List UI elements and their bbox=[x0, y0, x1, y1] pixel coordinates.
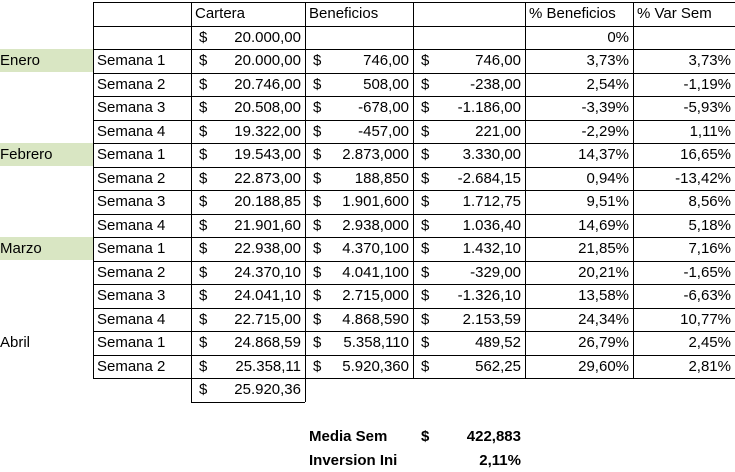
diferencia-cell[interactable] bbox=[413, 261, 525, 284]
final-cartera[interactable] bbox=[191, 378, 305, 401]
week-label[interactable]: Semana 1 bbox=[97, 146, 166, 163]
diferencia-cell-value: 2.153,59 bbox=[462, 310, 521, 328]
pct-var-sem-cell[interactable]: -1,19% bbox=[683, 75, 731, 93]
currency-symbol: $ bbox=[199, 193, 208, 210]
currency-symbol: $ bbox=[313, 310, 322, 328]
beneficios-cell-value: 4.370,100 bbox=[342, 240, 409, 257]
pct-var-sem-cell[interactable]: -6,63% bbox=[683, 287, 731, 304]
currency-symbol: $ bbox=[313, 169, 322, 187]
pct-var-sem-cell[interactable]: -13,42% bbox=[675, 169, 731, 187]
beneficios-cell[interactable] bbox=[305, 331, 413, 354]
cartera-cell-value: 22.873,00 bbox=[234, 169, 301, 187]
pct-beneficios-cell[interactable]: 20,21% bbox=[578, 263, 629, 281]
beneficios-cell[interactable] bbox=[305, 120, 413, 143]
week-label[interactable]: Semana 3 bbox=[97, 287, 166, 304]
pct-var-sem-cell[interactable]: 7,16% bbox=[688, 240, 731, 257]
week-label[interactable]: Semana 3 bbox=[97, 99, 166, 116]
currency-symbol: $ bbox=[199, 381, 208, 398]
pct-beneficios-cell[interactable]: 26,79% bbox=[578, 334, 629, 351]
month-label[interactable]: Abril bbox=[0, 334, 31, 351]
initial-cartera[interactable] bbox=[191, 26, 305, 49]
grid-line-h bbox=[93, 378, 735, 379]
pct-var-sem-cell[interactable]: 8,56% bbox=[688, 193, 731, 210]
week-label[interactable]: Semana 1 bbox=[97, 334, 166, 351]
diferencia-cell-value: -2.684,15 bbox=[457, 169, 521, 187]
cartera-cell-value: 24.868,59 bbox=[234, 334, 301, 351]
currency-symbol: $ bbox=[421, 146, 430, 163]
currency-symbol: $ bbox=[313, 193, 322, 210]
diferencia-cell-value: -329,00 bbox=[470, 263, 521, 281]
beneficios-cell[interactable] bbox=[305, 308, 413, 331]
beneficios-cell-value: -678,00 bbox=[358, 99, 409, 116]
currency-symbol: $ bbox=[199, 146, 208, 163]
diferencia-cell-value: 3.330,00 bbox=[462, 146, 521, 163]
beneficios-cell[interactable] bbox=[305, 237, 413, 260]
media-sem-label[interactable]: Media Sem bbox=[309, 428, 388, 445]
diferencia-cell[interactable] bbox=[413, 237, 525, 260]
grid-line-v bbox=[305, 378, 306, 402]
pct-var-sem-cell[interactable]: 5,18% bbox=[688, 216, 731, 234]
week-label[interactable]: Semana 1 bbox=[97, 240, 166, 257]
cartera-cell[interactable] bbox=[191, 237, 305, 260]
week-label[interactable]: Semana 4 bbox=[97, 216, 166, 234]
week-label[interactable]: Semana 2 bbox=[97, 169, 166, 187]
currency-symbol: $ bbox=[199, 99, 208, 116]
inversion-ini-label[interactable]: Inversion Ini bbox=[309, 451, 398, 469]
currency-symbol: $ bbox=[199, 287, 208, 304]
diferencia-cell-value: 746,00 bbox=[475, 52, 521, 69]
cartera-cell[interactable] bbox=[191, 214, 305, 237]
diferencia-cell-value: -1.186,00 bbox=[457, 99, 521, 116]
currency-symbol: $ bbox=[421, 216, 430, 234]
week-label[interactable]: Semana 3 bbox=[97, 193, 166, 210]
currency-symbol: $ bbox=[199, 216, 208, 234]
currency-symbol: $ bbox=[313, 357, 322, 375]
currency-symbol: $ bbox=[421, 240, 430, 257]
week-label[interactable]: Semana 1 bbox=[97, 52, 166, 69]
cartera-cell-value: 20.000,00 bbox=[234, 52, 301, 69]
diferencia-cell[interactable] bbox=[413, 96, 525, 119]
cartera-cell[interactable] bbox=[191, 331, 305, 354]
cartera-cell-value: 20.746,00 bbox=[234, 75, 301, 93]
beneficios-cell[interactable] bbox=[305, 167, 413, 190]
pct-var-sem-cell[interactable]: 2,81% bbox=[688, 357, 731, 375]
diferencia-cell[interactable] bbox=[413, 120, 525, 143]
diferencia-cell[interactable] bbox=[413, 331, 525, 354]
inversion-ini-value[interactable]: 2,11% bbox=[479, 451, 521, 469]
cartera-cell-value: 24.041,10 bbox=[234, 287, 301, 304]
currency-symbol: $ bbox=[313, 334, 322, 351]
beneficios-cell-value: 2.873,000 bbox=[342, 146, 409, 163]
cartera-cell-value: 19.322,00 bbox=[234, 122, 301, 140]
cartera-cell-value: 19.543,00 bbox=[234, 146, 301, 163]
beneficios-cell[interactable] bbox=[305, 214, 413, 237]
initial-cartera-value: 20.000,00 bbox=[234, 28, 301, 46]
cartera-cell[interactable] bbox=[191, 284, 305, 307]
pct-beneficios-cell[interactable]: 14,69% bbox=[578, 216, 629, 234]
beneficios-cell-value: 508,00 bbox=[363, 75, 409, 93]
cartera-cell[interactable] bbox=[191, 167, 305, 190]
currency-symbol: $ bbox=[421, 169, 430, 187]
currency-symbol: $ bbox=[421, 310, 430, 328]
beneficios-cell-value: 2.938,000 bbox=[342, 216, 409, 234]
header-pct-var-sem[interactable]: % Var Sem bbox=[637, 5, 712, 22]
pct-beneficios-cell[interactable]: 3,73% bbox=[586, 52, 629, 69]
cartera-cell[interactable] bbox=[191, 261, 305, 284]
initial-pct-beneficios[interactable]: 0% bbox=[607, 28, 629, 46]
diferencia-cell[interactable] bbox=[413, 49, 525, 72]
currency-symbol: $ bbox=[313, 75, 322, 93]
cartera-cell[interactable] bbox=[191, 49, 305, 72]
pct-var-sem-cell[interactable]: 3,73% bbox=[688, 52, 731, 69]
cartera-cell[interactable] bbox=[191, 120, 305, 143]
header-cartera[interactable]: Cartera bbox=[195, 5, 246, 22]
month-label[interactable]: Febrero bbox=[0, 143, 93, 166]
currency-symbol: $ bbox=[199, 28, 208, 46]
currency-symbol: $ bbox=[421, 193, 430, 210]
pct-var-sem-cell[interactable]: 16,65% bbox=[680, 146, 731, 163]
beneficios-cell[interactable] bbox=[305, 73, 413, 96]
currency-symbol: $ bbox=[421, 357, 430, 375]
diferencia-cell[interactable] bbox=[413, 73, 525, 96]
beneficios-cell-value: -457,00 bbox=[358, 122, 409, 140]
diferencia-cell-value: 1.712,75 bbox=[462, 193, 521, 210]
currency-symbol: $ bbox=[421, 263, 430, 281]
currency-symbol: $ bbox=[421, 334, 430, 351]
beneficios-cell[interactable] bbox=[305, 261, 413, 284]
beneficios-cell[interactable] bbox=[305, 96, 413, 119]
currency-symbol: $ bbox=[313, 287, 322, 304]
currency-symbol: $ bbox=[199, 334, 208, 351]
cartera-cell-value: 22.715,00 bbox=[234, 310, 301, 328]
cartera-cell[interactable] bbox=[191, 308, 305, 331]
pct-var-sem-cell[interactable]: -1,65% bbox=[683, 263, 731, 281]
week-label[interactable]: Semana 2 bbox=[97, 263, 166, 281]
pct-var-sem-cell[interactable]: 1,11% bbox=[689, 122, 731, 140]
currency-symbol: $ bbox=[421, 122, 430, 140]
currency-symbol: $ bbox=[421, 99, 430, 116]
currency-symbol: $ bbox=[421, 75, 430, 93]
diferencia-cell-value: 489,52 bbox=[475, 334, 521, 351]
pct-beneficios-cell[interactable]: 13,58% bbox=[578, 287, 629, 304]
beneficios-cell[interactable] bbox=[305, 355, 413, 378]
beneficios-cell[interactable] bbox=[305, 143, 413, 166]
diferencia-cell-value: 221,00 bbox=[475, 122, 521, 140]
diferencia-cell[interactable] bbox=[413, 355, 525, 378]
cartera-cell[interactable] bbox=[191, 96, 305, 119]
pct-beneficios-cell[interactable]: 14,37% bbox=[578, 146, 629, 163]
media-sem-cell[interactable] bbox=[413, 425, 525, 448]
currency-symbol: $ bbox=[199, 122, 208, 140]
currency-symbol: $ bbox=[421, 428, 430, 445]
header-beneficios[interactable]: Beneficios bbox=[309, 5, 379, 22]
cartera-cell[interactable] bbox=[191, 355, 305, 378]
diferencia-cell[interactable] bbox=[413, 284, 525, 307]
currency-symbol: $ bbox=[199, 169, 208, 187]
cartera-cell-value: 24.370,10 bbox=[234, 263, 301, 281]
currency-symbol: $ bbox=[421, 52, 430, 69]
cartera-cell-value: 20.188,85 bbox=[234, 193, 301, 210]
beneficios-cell[interactable] bbox=[305, 190, 413, 213]
grid-line-h bbox=[93, 26, 735, 27]
cartera-cell[interactable] bbox=[191, 190, 305, 213]
week-label[interactable]: Semana 2 bbox=[97, 75, 166, 93]
currency-symbol: $ bbox=[313, 99, 322, 116]
diferencia-cell-value: 1.432,10 bbox=[462, 240, 521, 257]
beneficios-cell[interactable] bbox=[305, 284, 413, 307]
beneficios-cell-value: 2.715,000 bbox=[342, 287, 409, 304]
cartera-cell-value: 22.938,00 bbox=[234, 240, 301, 257]
pct-beneficios-cell[interactable]: 29,60% bbox=[578, 357, 629, 375]
diferencia-cell-value: 562,25 bbox=[475, 357, 521, 375]
beneficios-cell-value: 4.868,590 bbox=[342, 310, 409, 328]
pct-var-sem-cell[interactable]: -5,93% bbox=[683, 99, 731, 116]
grid-line-h bbox=[191, 402, 305, 403]
currency-symbol: $ bbox=[421, 287, 430, 304]
diferencia-cell[interactable] bbox=[413, 190, 525, 213]
beneficios-cell-value: 5.920,360 bbox=[342, 357, 409, 375]
diferencia-cell[interactable] bbox=[413, 167, 525, 190]
cartera-cell-value: 21.901,60 bbox=[234, 216, 301, 234]
currency-symbol: $ bbox=[313, 216, 322, 234]
cartera-cell-value: 20.508,00 bbox=[234, 99, 301, 116]
week-label[interactable]: Semana 2 bbox=[97, 357, 166, 375]
beneficios-cell-value: 4.041,100 bbox=[342, 263, 409, 281]
currency-symbol: $ bbox=[313, 52, 322, 69]
pct-beneficios-cell[interactable]: 24,34% bbox=[578, 310, 629, 328]
beneficios-cell[interactable] bbox=[305, 49, 413, 72]
header-pct-beneficios[interactable]: % Beneficios bbox=[529, 5, 616, 22]
cartera-cell[interactable] bbox=[191, 73, 305, 96]
currency-symbol: $ bbox=[199, 75, 208, 93]
currency-symbol: $ bbox=[313, 146, 322, 163]
currency-symbol: $ bbox=[199, 52, 208, 69]
pct-var-sem-cell[interactable]: 2,45% bbox=[688, 334, 731, 351]
pct-var-sem-cell[interactable]: 10,77% bbox=[680, 310, 731, 328]
media-sem-value: 422,883 bbox=[466, 428, 521, 445]
diferencia-cell[interactable] bbox=[413, 214, 525, 237]
week-label[interactable]: Semana 4 bbox=[97, 122, 166, 140]
currency-symbol: $ bbox=[313, 122, 322, 140]
diferencia-cell[interactable] bbox=[413, 308, 525, 331]
currency-symbol: $ bbox=[313, 263, 322, 281]
pct-beneficios-cell[interactable]: 21,85% bbox=[578, 240, 629, 257]
currency-symbol: $ bbox=[199, 357, 208, 375]
pct-beneficios-cell[interactable]: -3,39% bbox=[581, 99, 629, 116]
beneficios-cell-value: 1.901,600 bbox=[342, 193, 409, 210]
currency-symbol: $ bbox=[199, 310, 208, 328]
currency-symbol: $ bbox=[313, 240, 322, 257]
final-cartera-value: 25.920,36 bbox=[234, 381, 301, 398]
pct-beneficios-cell[interactable]: 9,51% bbox=[586, 193, 629, 210]
month-label[interactable]: Enero bbox=[0, 49, 93, 72]
cartera-cell[interactable] bbox=[191, 143, 305, 166]
pct-beneficios-cell[interactable]: -2,29% bbox=[581, 122, 629, 140]
cartera-cell-value: 25.358,11 bbox=[235, 357, 301, 375]
currency-symbol: $ bbox=[199, 240, 208, 257]
beneficios-cell-value: 188,850 bbox=[354, 169, 409, 187]
currency-symbol: $ bbox=[199, 263, 208, 281]
beneficios-cell-value: 746,00 bbox=[363, 52, 409, 69]
diferencia-cell-value: 1.036,40 bbox=[462, 216, 521, 234]
diferencia-cell[interactable] bbox=[413, 143, 525, 166]
diferencia-cell-value: -238,00 bbox=[470, 75, 521, 93]
beneficios-cell-value: 5.358,110 bbox=[343, 334, 409, 351]
pct-beneficios-cell[interactable]: 2,54% bbox=[586, 75, 629, 93]
week-label[interactable]: Semana 4 bbox=[97, 310, 166, 328]
month-label[interactable]: Marzo bbox=[0, 237, 93, 260]
pct-beneficios-cell[interactable]: 0,94% bbox=[586, 169, 629, 187]
diferencia-cell-value: -1.326,10 bbox=[457, 287, 521, 304]
